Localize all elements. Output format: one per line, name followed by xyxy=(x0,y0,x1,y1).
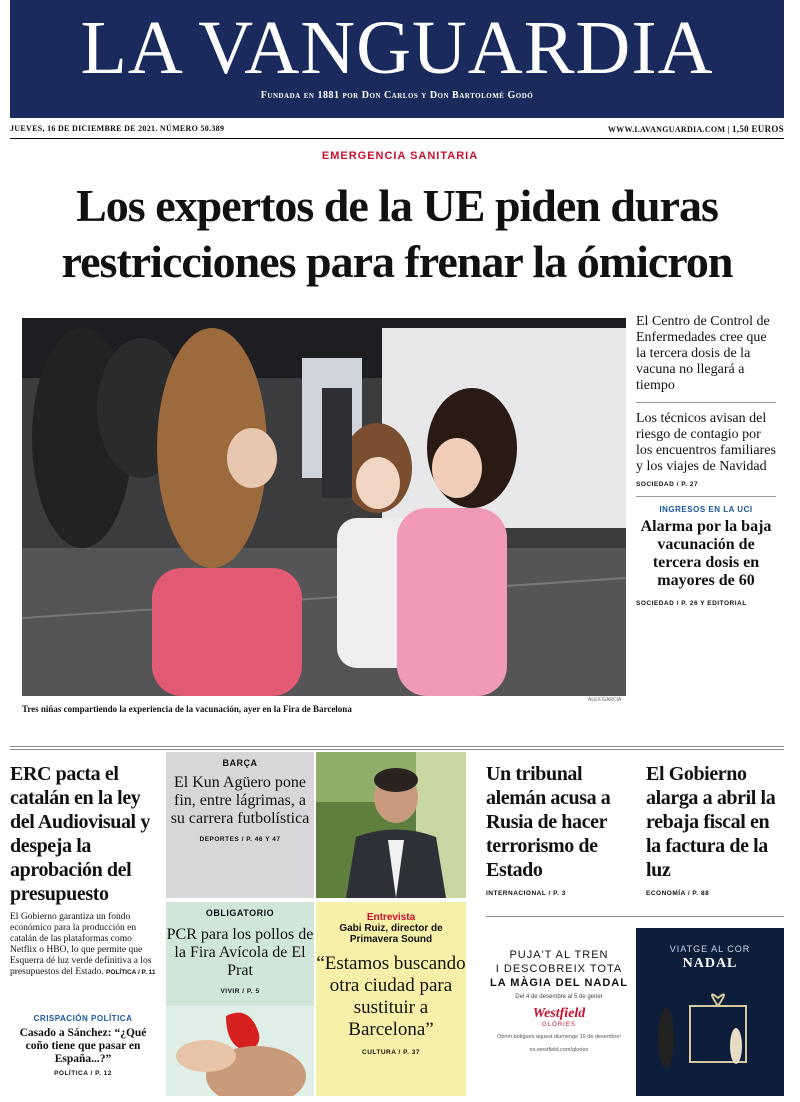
obligatorio-headline: PCR para los pollos de la Fira Avícola de El Prat xyxy=(166,926,314,979)
sidebar-text-2: Los técnicos avisan del riesgo de contagio por los encuentros familiares y los viajes de Navidad xyxy=(636,411,776,474)
divider xyxy=(486,916,784,917)
barca-headline: El Kun Agüero pone fin, entre lágrimas, a su carrera futbolística xyxy=(170,774,310,827)
ad-brand-sub: GLÒRIES xyxy=(542,1022,576,1028)
divider xyxy=(636,496,776,497)
photo-caption: Tres niñas compartiendo la experiencia de la vacunación, ayer en la Fira de Barcelona xyxy=(22,704,352,714)
erc-headline[interactable]: ERC pacta el catalán en la ley del Audiovisual y despeja la aprobación del presupuesto xyxy=(10,763,150,905)
ad-small-text: Obrim botigues aquest diumenge 19 de desembre! xyxy=(497,1034,621,1040)
photo-credit: ÀLEX GARCIA xyxy=(588,697,622,703)
obligatorio-section-ref: VIVIR / P. 5 xyxy=(220,988,260,995)
dateline xyxy=(10,122,784,136)
lead-kicker: EMERGENCIA SANITARIA xyxy=(321,150,479,162)
dateline-right: WWW.LAVANGUARDIA.COM | 1,50 EUROS xyxy=(607,124,784,134)
lead-headline-line2: restricciones para frenar la ómicron xyxy=(61,236,733,287)
crispacion-headline[interactable]: Casado a Sánchez: “¿Qué coño tiene que pasar en España...?” xyxy=(19,1027,147,1065)
barca-section-ref: DEPORTES / P. 46 Y 47 xyxy=(199,836,281,843)
obligatorio-box[interactable] xyxy=(166,902,314,1096)
gobierno-section-ref[interactable]: ECONOMÍA / P. 88 xyxy=(646,890,710,897)
tribunal-story xyxy=(486,762,628,897)
crispacion-kicker: CRISPACIÓN POLÍTICA xyxy=(33,1014,133,1023)
masthead-tagline: Fundada en 1881 por Don Carlos y Don Bartolomé Godó xyxy=(260,90,534,101)
interview-person: Gabi Ruiz, director de Primavera Sound xyxy=(339,923,443,945)
westfield-logo: Westfield xyxy=(532,1006,586,1021)
aguero-photo[interactable] xyxy=(316,752,466,898)
lead-sidebar xyxy=(636,314,776,607)
lead-headline-line1: Los expertos de la UE piden duras xyxy=(76,180,718,231)
ad-image-title-2: NADAL xyxy=(682,956,738,971)
interview-section-ref: CULTURA / P. 37 xyxy=(362,1049,420,1056)
ad-line-3: LA MÀGIA DEL NADAL xyxy=(490,977,628,989)
chicken-image xyxy=(166,1006,314,1096)
uci-kicker: INGRESOS EN LA UCI xyxy=(659,505,753,514)
lead-photo[interactable] xyxy=(22,318,626,696)
sidebar-section-ref[interactable]: SOCIEDAD / P. 27 xyxy=(636,481,699,488)
issue-date: JUEVES, 16 DE DICIEMBRE DE 2021. NÚMERO 50.389 xyxy=(10,124,225,133)
masthead xyxy=(10,0,784,118)
uci-section-ref[interactable]: SOCIEDAD / P. 26 Y EDITORIAL xyxy=(636,600,747,607)
price: 1,50 EUROS xyxy=(731,124,784,134)
erc-body-text: El Gobierno garantiza un fondo económico para la producción en catalán de las plataformas como Netflix o HBO, lo que permite que Esquerra dé luz verde definitiva a los presupuestos del Estado. xyxy=(10,912,152,977)
tribunal-headline[interactable]: Un tribunal alemán acusa a Rusia de hacer terrorismo de Estado xyxy=(486,763,611,881)
ad-image[interactable] xyxy=(636,928,784,1096)
erc-body xyxy=(10,912,156,978)
crispacion-section-ref[interactable]: POLÍTICA / P. 12 xyxy=(54,1070,112,1077)
interview-kicker: Entrevista xyxy=(366,912,416,923)
gobierno-headline[interactable]: El Gobierno alarga a abril la rebaja fiscal en la factura de la luz xyxy=(646,763,776,881)
erc-story xyxy=(10,762,156,978)
website-link[interactable]: WWW.LAVANGUARDIA.COM xyxy=(607,125,726,134)
lead-headline[interactable] xyxy=(10,178,784,290)
ad-url[interactable]: es.westfield.com/glories xyxy=(529,1047,589,1053)
ad-line-2: I DESCOBREIX TOTA xyxy=(495,963,623,975)
uci-headline[interactable]: Alarma por la baja vacunación de tercera dosis en mayores de 60 xyxy=(640,518,772,589)
divider xyxy=(10,138,784,139)
section-divider xyxy=(10,746,784,750)
ad-dates: Del 4 de desembre al 5 de gener xyxy=(515,994,603,1000)
ad-line-1: PUJA'T AL TREN xyxy=(509,949,609,961)
barca-kicker: BARÇA xyxy=(222,758,258,768)
divider xyxy=(636,402,776,403)
barca-box[interactable] xyxy=(166,752,314,898)
sidebar-text-1: El Centro de Control de Enfermedades cree que la tercera dosis de la vacuna no llegará a tiempo xyxy=(636,314,770,393)
westfield-ad[interactable] xyxy=(486,922,632,1096)
ad-image-title-1: VIATGE AL COR xyxy=(669,944,751,954)
gobierno-story xyxy=(646,762,786,897)
interview-quote: “Estamos buscando otra ciudad para sustituir a Barcelona” xyxy=(316,953,466,1040)
tribunal-section-ref[interactable]: INTERNACIONAL / P. 3 xyxy=(486,890,566,897)
obligatorio-kicker: OBLIGATORIO xyxy=(205,908,275,918)
crispacion-story xyxy=(10,1014,156,1077)
newspaper-logo: LA VANGUARDIA xyxy=(80,6,714,90)
interview-box[interactable] xyxy=(316,902,466,1096)
erc-section-ref[interactable]: POLÍTICA / P. 11 xyxy=(106,969,156,976)
